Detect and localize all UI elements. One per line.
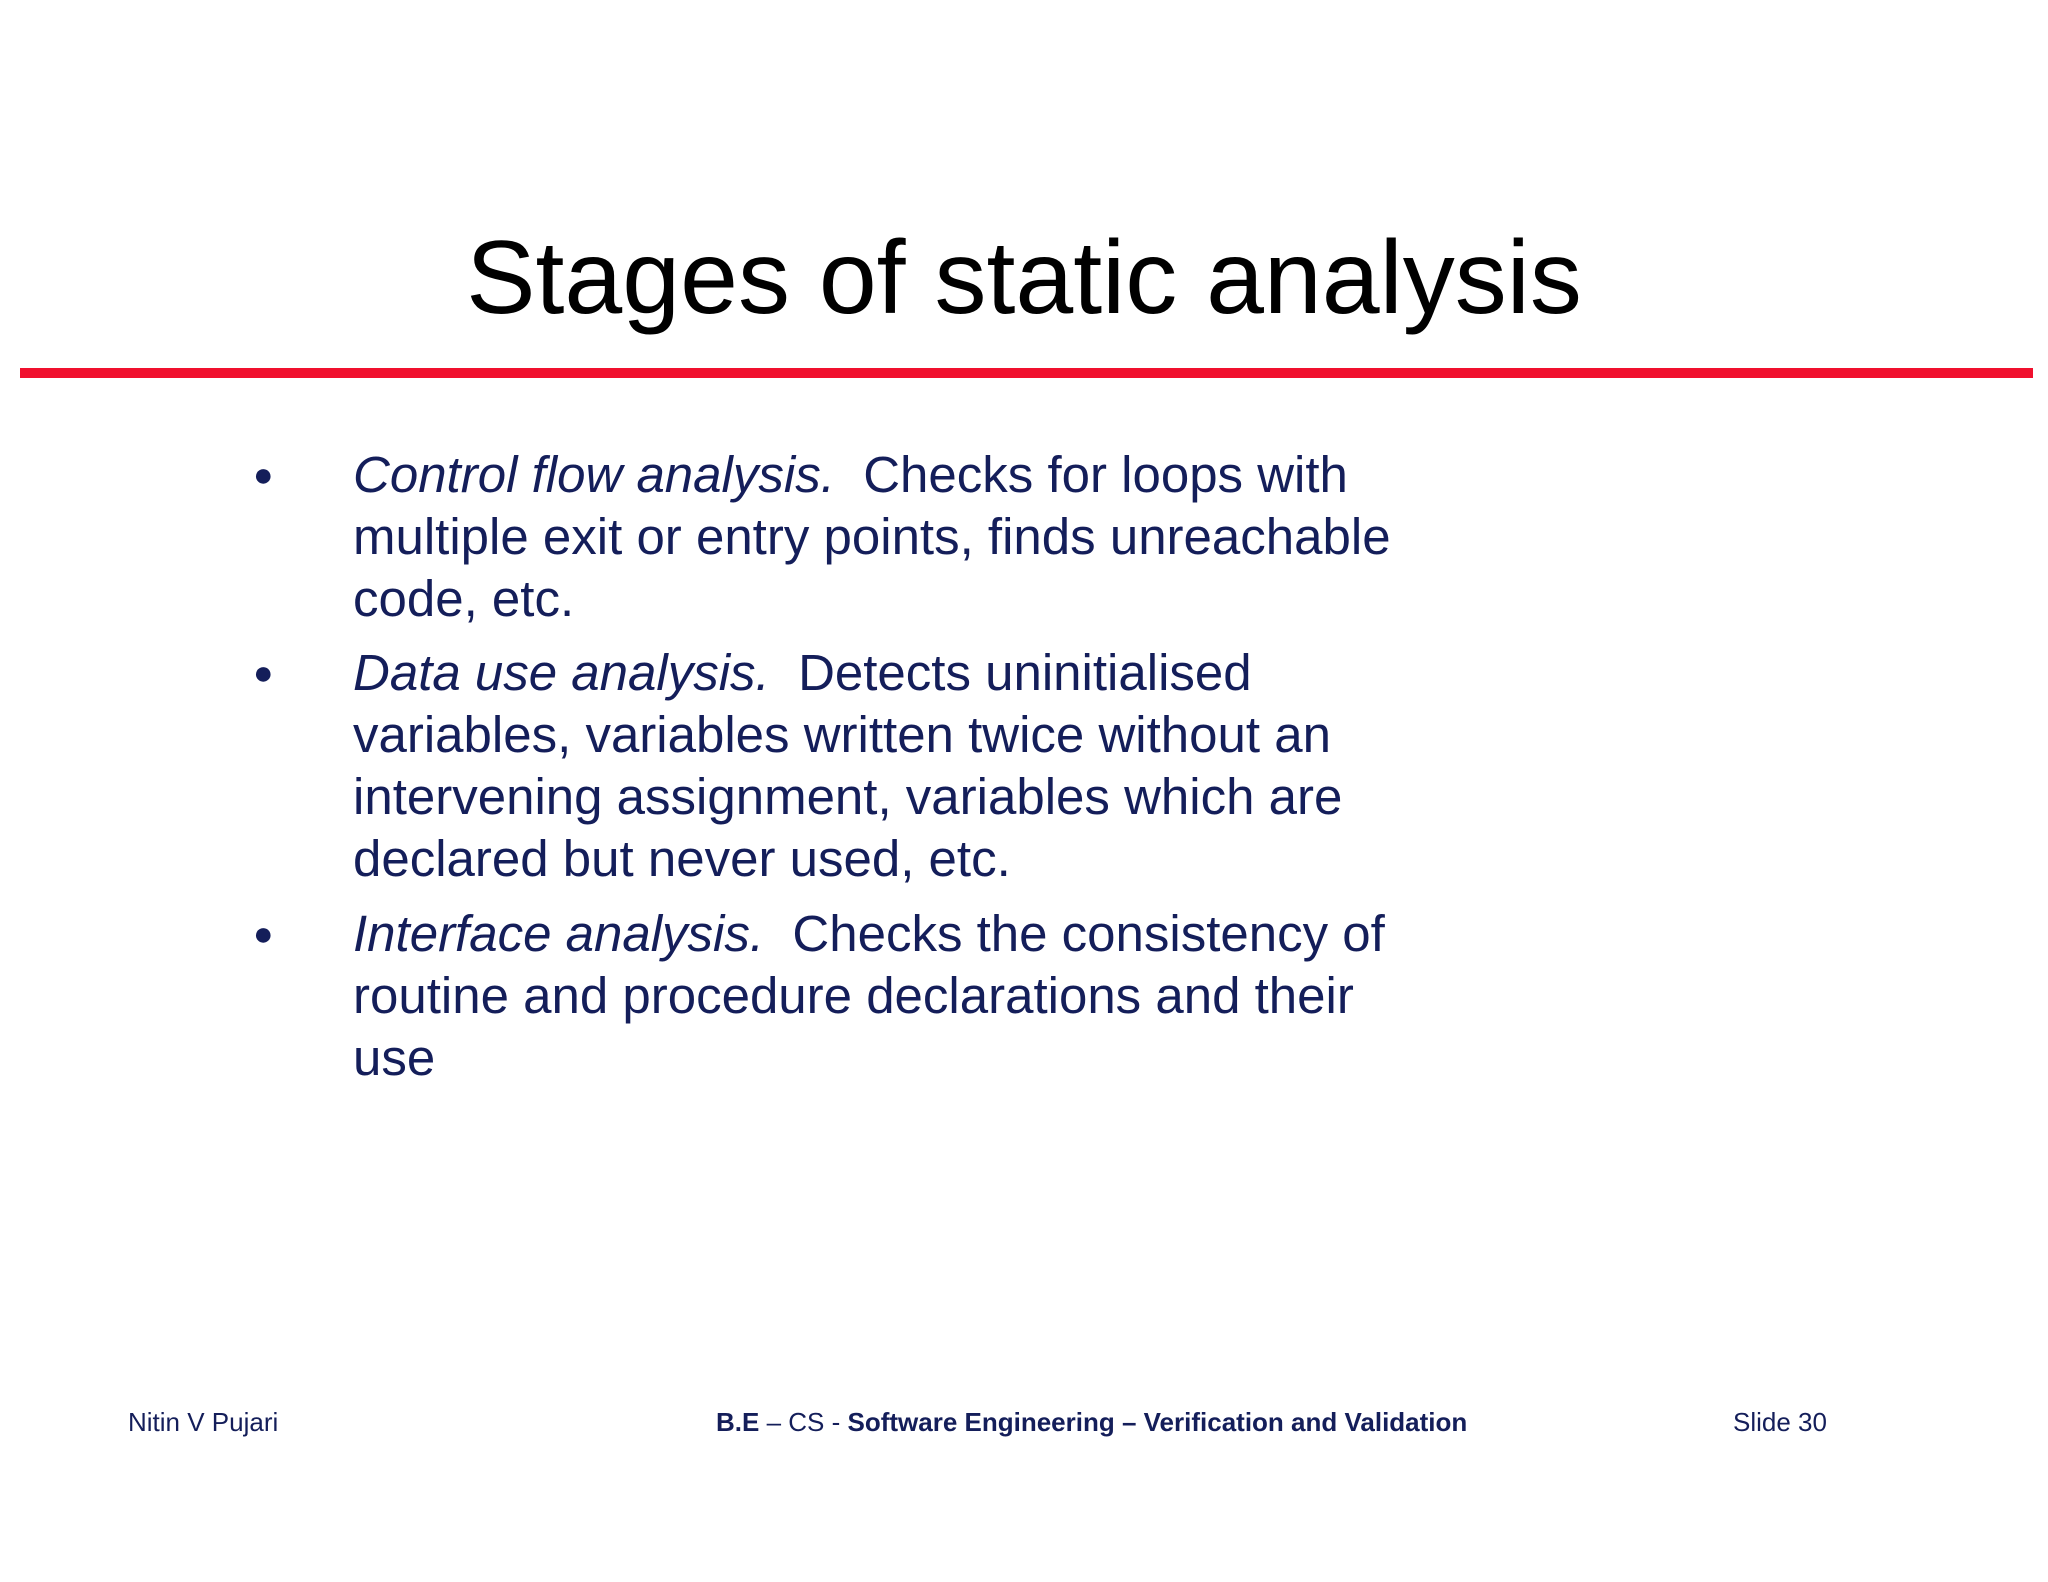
bullet-item — [253, 642, 1433, 890]
bullet-dot-icon: ● — [253, 654, 274, 692]
course-subject: Software Engineering – Verification and Validation — [847, 1407, 1468, 1437]
course-prefix: B.E — [716, 1407, 760, 1437]
footer-author: Nitin V Pujari — [128, 1407, 279, 1437]
bullet-text: Checks for loops with multiple exit or entry points, finds unreachable code, etc. — [353, 446, 1391, 627]
bullet-term: Control flow analysis. — [353, 446, 835, 503]
bullet-term: Interface analysis. — [353, 905, 765, 962]
slide-number: Slide 30 — [1733, 1407, 1827, 1437]
footer-course — [716, 1406, 1467, 1438]
course-separator: – CS - — [759, 1407, 848, 1437]
bullet-dot-icon: ● — [253, 915, 274, 953]
slide-title: Stages of static analysis — [466, 220, 1582, 336]
bullet-text: Checks the consistency of routine and procedure declarations and their use — [353, 905, 1385, 1086]
bullet-dot-icon: ● — [253, 456, 274, 494]
bullet-item — [253, 903, 1433, 1089]
bullet-item — [253, 444, 1433, 630]
bullet-term: Data use analysis. — [353, 644, 770, 701]
bullet-text: Detects uninitialised variables, variables written twice without an intervening assignment, variables which are declared but never used, etc. — [353, 644, 1343, 887]
